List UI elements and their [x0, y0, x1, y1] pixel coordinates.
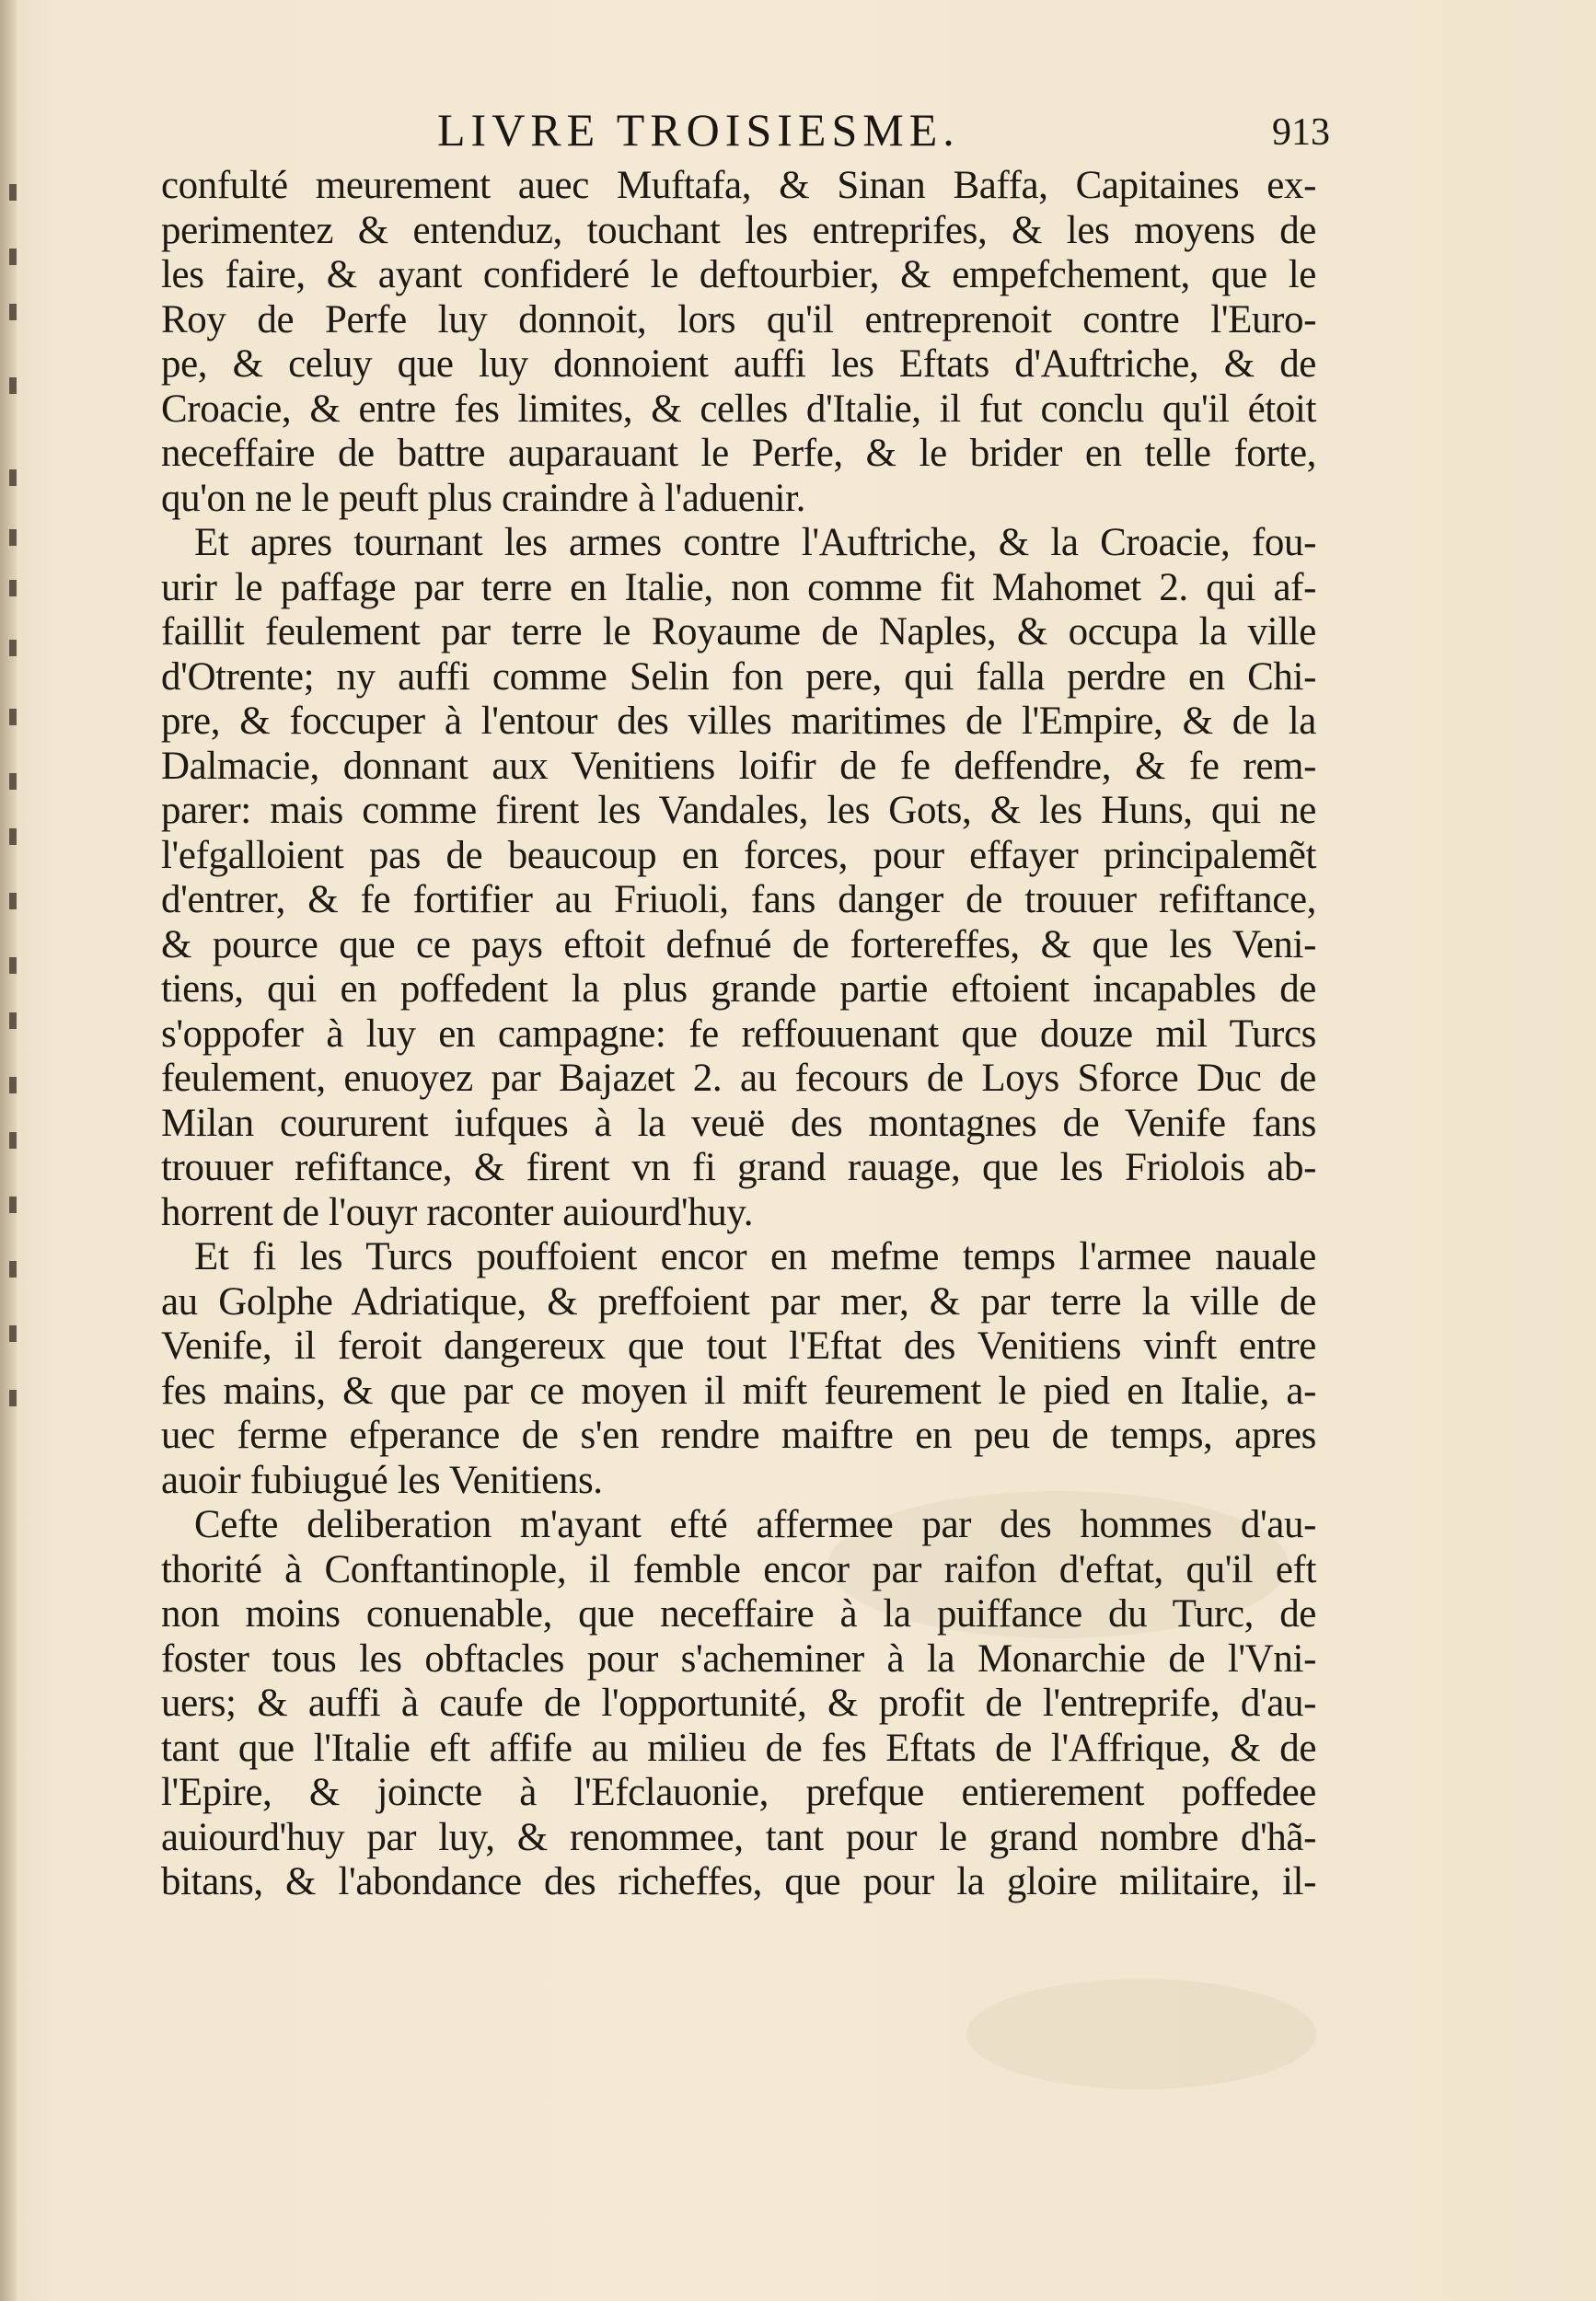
bleed-through-mark	[9, 709, 17, 725]
bleed-through-mark	[9, 580, 17, 596]
text-line: Et apres tournant les armes contre l'Auftriche, & la Croacie, fou-	[194, 521, 1316, 564]
text-line: auiourd'huy par luy, & renommee, tant pour le grand nombre d'hã-	[161, 1815, 1316, 1859]
bleed-through-mark	[9, 1325, 17, 1342]
text-line: neceffaire de battre auparauant le Perfe, & le brider en telle forte,	[161, 432, 1316, 475]
text-line: Et fi les Turcs pouffoient encor en mefme temps l'armee naualе	[194, 1235, 1316, 1278]
text-line: fes mains, & que par ce moyen il mift feurement le pied en Italie, a-	[161, 1369, 1316, 1413]
bleed-through-mark	[9, 1012, 17, 1029]
bleed-through-mark	[9, 1132, 17, 1149]
text-line: horrent de l'ouyr raconter auiourd'huy.	[161, 1190, 754, 1234]
text-line: bitans, & l'abondance des richeffes, que pour la gloire militaire, il-	[161, 1860, 1316, 1903]
text-line: feulement, enuoyez par Bajazet 2. au fecours de Loys Sforce Duc de	[161, 1057, 1316, 1100]
text-line: foster tous les obftacles pour s'acheminer à la Monarchie de l'Vni-	[161, 1636, 1316, 1681]
text-line: urir le paffage par terre en Italie, non comme fit Mahomet 2. qui af-	[161, 565, 1316, 609]
text-line: perimentez & entenduz, touchant les entreprifes, & les moyens de	[161, 208, 1316, 252]
bleed-through-mark	[9, 773, 17, 790]
bleed-through-mark	[9, 640, 17, 656]
text-line: Croacie, & entre fes limites, & celles d'Italie, il fut conclu qu'il étoit	[161, 387, 1316, 431]
text-line: l'efgalloient pas de beaucoup en forces, pour effayer principalemẽt	[161, 833, 1316, 877]
text-line: Venife, il feroit dangereux que tout l'Eftat des Venitiens vinft entre	[161, 1324, 1316, 1368]
bleed-through-mark	[9, 377, 17, 394]
bleed-through-mark	[9, 529, 17, 546]
text-line: s'oppofer à luy en campagne: fe reffouuenant que douze mil Turcs	[161, 1012, 1316, 1056]
bleed-through-mark	[9, 1077, 17, 1093]
text-line: Milan coururent iufques à la veuë des montagnes de Venife fans	[161, 1101, 1316, 1145]
text-line: auoir fubiugué les Venitiens.	[161, 1458, 603, 1502]
text-line: uers; & auffi à caufe de l'opportunité, & profit de l'entreprife, d'au-	[161, 1682, 1316, 1725]
bleed-through-mark	[9, 469, 17, 486]
running-title: LIVRE TROISIESME.	[437, 104, 960, 156]
text-line: Roy de Perfe luy donnoit, lors qu'il entreprenoit contre l'Euro-	[161, 297, 1316, 341]
text-line: au Golphe Adriatique, & preffoient par mer, & par terre la ville de	[161, 1279, 1316, 1324]
bleed-through-mark	[9, 957, 17, 974]
text-line: pe, & celuy que luy donnoient auffi les Eftats d'Auftriche, & de	[161, 342, 1316, 386]
bleed-through-mark	[9, 1390, 17, 1406]
body-text	[161, 164, 1316, 1905]
text-line: thorité à Conftantinople, il femble encor par raifon d'eftat, qu'il eft	[161, 1547, 1316, 1591]
text-line: qu'on ne le peuft plus craindre à l'aduenir.	[161, 476, 805, 520]
bleed-through-mark	[9, 249, 17, 265]
text-line: d'Otrente; ny auffi comme Selin fon pere, qui falla perdre en Chi-	[161, 654, 1316, 699]
text-line: tiens, qui en poffedent la plus grande partie eftoient incapables de	[161, 967, 1316, 1011]
bleed-through-mark	[9, 893, 17, 909]
bleed-through-mark	[9, 304, 17, 320]
text-line: Dalmacie, donnant aux Venitiens loifir de fe deffendre, & fe rem-	[161, 744, 1316, 788]
text-line: parer: mais comme firent les Vandales, les Gots, & les Huns, qui ne	[161, 789, 1316, 832]
text-line: uec ferme efperance de s'en rendre maiftre en peu de temps, apres	[161, 1414, 1316, 1457]
text-line: tant que l'Italie eft affife au milieu de fes Eftats de l'Affrique, & de	[161, 1726, 1316, 1770]
paper-stain	[966, 1979, 1316, 2089]
text-line: les faire, & ayant confideré le deftourbier, & empefchement, que le	[161, 253, 1316, 296]
bleed-through-mark	[9, 1197, 17, 1213]
text-line: non moins conuenable, que neceffaire à la puiffance du Turc, de	[161, 1592, 1316, 1636]
text-line: trouuer refiftance, & firent vn fi grand rauage, que les Friolois ab-	[161, 1146, 1316, 1189]
text-line: l'Epire, & joincte à l'Efclauonie, prefque entierement poffedee	[161, 1771, 1316, 1814]
text-line: Cefte deliberation m'ayant efté affermee par des hommes d'au-	[194, 1503, 1316, 1546]
text-line: d'entrer, & fe fortifier au Friuoli, fans danger de trouuer refiftance,	[161, 878, 1316, 921]
text-line: & pource que ce pays eftoit defnué de fortereffes, & que les Veni-	[161, 922, 1316, 966]
bleed-through-marks	[0, 166, 55, 1454]
text-line: pre, & foccuper à l'entour des villes maritimes de l'Empire, & de la	[161, 700, 1316, 743]
bleed-through-mark	[9, 1261, 17, 1278]
bleed-through-mark	[9, 184, 17, 201]
page-number: 913	[1272, 111, 1330, 154]
running-head	[161, 103, 1330, 158]
bleed-through-mark	[9, 828, 17, 845]
text-line: confulté meurement auec Muftafa, & Sinan Baffa, Capitaines ex-	[161, 164, 1316, 207]
text-line: faillit feulement par terre le Royaume de Naples, & occupa la ville	[161, 610, 1316, 653]
